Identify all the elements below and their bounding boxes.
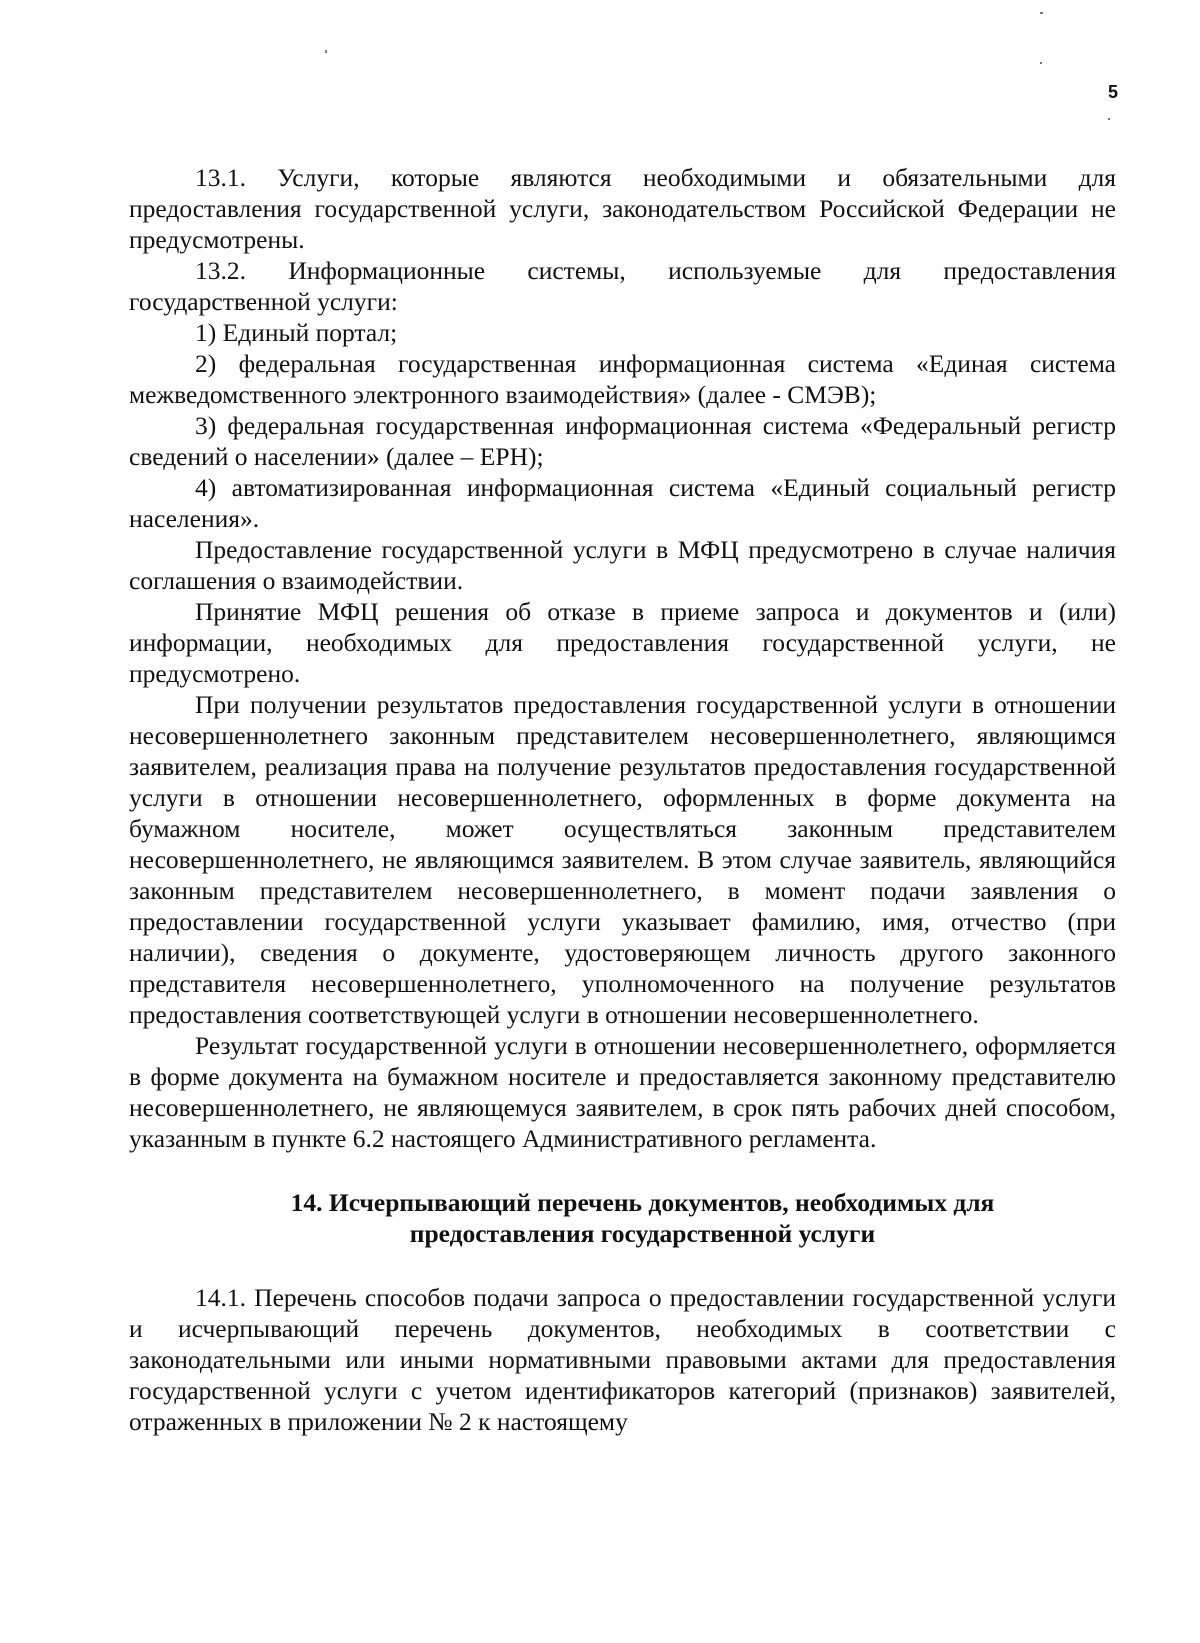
paragraph-result-delivery: Результат государственной услуги в отношении несовершеннолетнего, оформляется в форме документа на бумажном носителе и предоставляется законному представителю несовершеннолетнего, не являющемуся заявителем, в срок пять рабочих дней способом, указанным в пункте 6.2 настоящего Административного регламента. <box>129 1031 1116 1153</box>
document-body <box>129 162 1116 1437</box>
paragraph-mfc-refusal: Принятие МФЦ решения об отказе в приеме запроса и документов и (или) информации, необходимых для предоставления государственной услуги, не предусмотрено. <box>129 597 1116 688</box>
paragraph-13-1: 13.1. Услуги, которые являются необходимыми и обязательными для предоставления государственной услуги, законодательством Российской Федерации не предусмотрены. <box>129 163 1116 254</box>
scan-speck <box>1040 62 1042 64</box>
list-item-1: 1) Единый портал; <box>195 318 398 347</box>
list-item-2: 2) федеральная государственная информационная система «Единая система межведомственного электронного взаимодействия» (далее - СМЭВ); <box>129 349 1116 409</box>
paragraph-mfc-service: Предоставление государственной услуги в МФЦ предусмотрено в случае наличия соглашения о взаимодействии. <box>129 535 1116 595</box>
scan-speck <box>1040 12 1043 14</box>
scan-speck <box>1108 118 1110 120</box>
list-item-4: 4) автоматизированная информационная система «Единый социальный регистр населения». <box>129 473 1116 533</box>
paragraph-13-2: 13.2. Информационные системы, используемые для предоставления государственной услуги: <box>129 256 1116 316</box>
list-item-3: 3) федеральная государственная информационная система «Федеральный регистр сведений о населении» (далее – ЕРН); <box>129 411 1116 471</box>
paragraph-14-1: 14.1. Перечень способов подачи запроса о предоставлении государственной услуги и исчерпывающий перечень документов, необходимых в соответствии с законодательными или иными нормативными правовыми актами для предоставления государственной услуги с учетом идентификаторов категорий (признаков) заявителей, отраженных в приложении № 2 к настоящему <box>129 1283 1116 1436</box>
paragraph-minor-results: При получении результатов предоставления государственной услуги в отношении несовершеннолетнего законным представителем несовершеннолетнего, являющимся заявителем, реализация права на получение результатов предоставления государственной услуги в отношении несовершеннолетнего, оформленных в форме документа на бумажном носителе, может осуществляться законным представителем несовершеннолетнего, не являющимся заявителем. В этом случае заявитель, являющийся законным представителем несовершеннолетнего, в момент подачи заявления о предоставлении государственной услуги указывает фамилию, имя, отчество (при наличии), сведения о документе, удостоверяющем личность другого законного представителя несовершеннолетнего, уполномоченного на получение результатов предоставления соответствующей услуги в отношении несовершеннолетнего. <box>129 690 1116 1029</box>
page-number: 5 <box>1107 82 1118 102</box>
section-heading-14: 14. Исчерпывающий перечень документов, необходимых для предоставления государственной услуги <box>290 1188 995 1248</box>
scan-speck <box>325 50 327 53</box>
